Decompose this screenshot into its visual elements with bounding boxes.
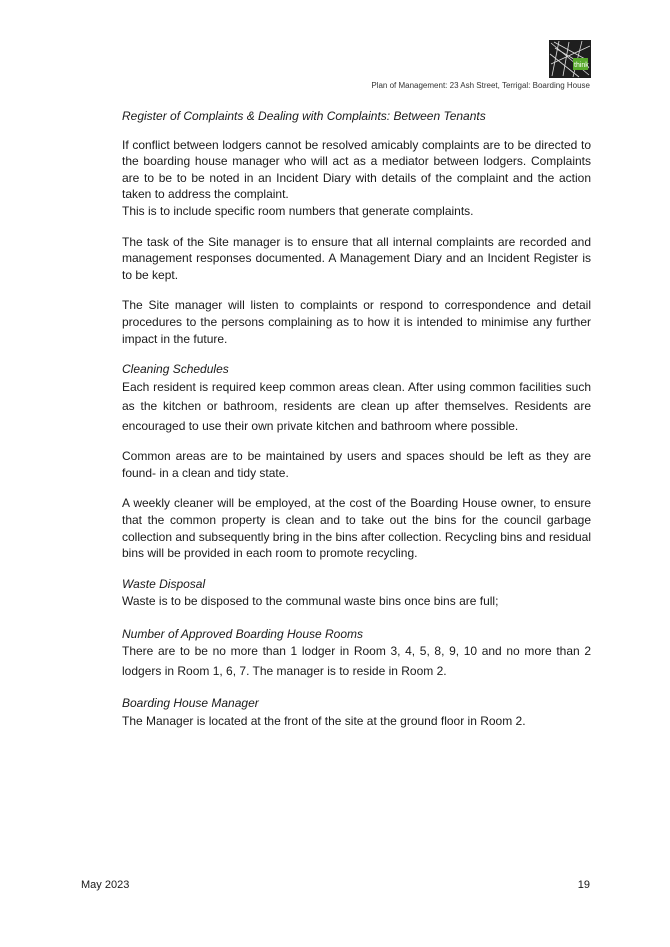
section-heading-manager: Boarding House Manager: [122, 696, 259, 711]
complaints-paragraph-3: The Site manager will listen to complaints or respond to correspondence and detail procedures to the persons complaining as to how it is intended to minimise any further impact in the future.: [122, 298, 591, 346]
section-heading-rooms: Number of Approved Boarding House Rooms: [122, 626, 364, 641]
complaints-paragraph-1b: This is to include specific room numbers that generate complaints.: [122, 203, 474, 218]
manager-paragraph-1: The Manager is located at the front of the site at the ground floor in Room 2.: [122, 714, 526, 729]
section-heading-waste: Waste Disposal: [122, 576, 206, 591]
cleaning-paragraph-2: Common areas are to be maintained by users and spaces should be left as they are found- in a clean and tidy state.: [122, 449, 591, 480]
cleaning-paragraph-3: A weekly cleaner will be employed, at the cost of the Boarding House owner, to ensure that the common property is clean and to take out the bins for the council garbage collection and subsequently bring in the bins after collection. Recycling bins and residual bins will be provided in each room to promote recycling.: [122, 496, 591, 561]
page-body: [122, 108, 591, 732]
document-title: Plan of Management: 23 Ash Street, Terrigal: Boarding House: [371, 81, 590, 90]
waste-paragraph-1: Waste is to be disposed to the communal waste bins once bins are full;: [122, 594, 499, 609]
svg-text:think: think: [574, 62, 589, 69]
footer-date: May 2023: [81, 879, 130, 891]
complaints-paragraph-1: If conflict between lodgers cannot be resolved amicably complaints are to be directed to the boarding house manager who will act as a mediator between lodgers. Complaints are to be to be noted in an Incident Diary with details of the complaint and the action taken to address the complaint.: [122, 137, 591, 202]
rooms-paragraph-1: There are to be no more than 1 lodger in Room 3, 4, 5, 8, 9, 10 and no more than 2 lodgers in Room 1, 6, 7. The manager is to reside in Room 2.: [122, 644, 591, 678]
section-heading-complaints: Register of Complaints & Dealing with Complaints: Between Tenants: [122, 109, 486, 123]
complaints-paragraph-2: The task of the Site manager is to ensure that all internal complaints are recorded and management responses documented. A Management Diary and an Incident Register is to be kept.: [122, 234, 591, 282]
cleaning-paragraph-1: Each resident is required keep common areas clean. After using common facilities such as the kitchen or bathroom, residents are clean up after themselves. Residents are encouraged to use their own private kitchen and bathroom where possible.: [122, 379, 591, 433]
section-heading-cleaning: Cleaning Schedules: [122, 362, 229, 377]
page-number: 19: [577, 879, 590, 891]
think-logo-icon: [549, 40, 591, 78]
